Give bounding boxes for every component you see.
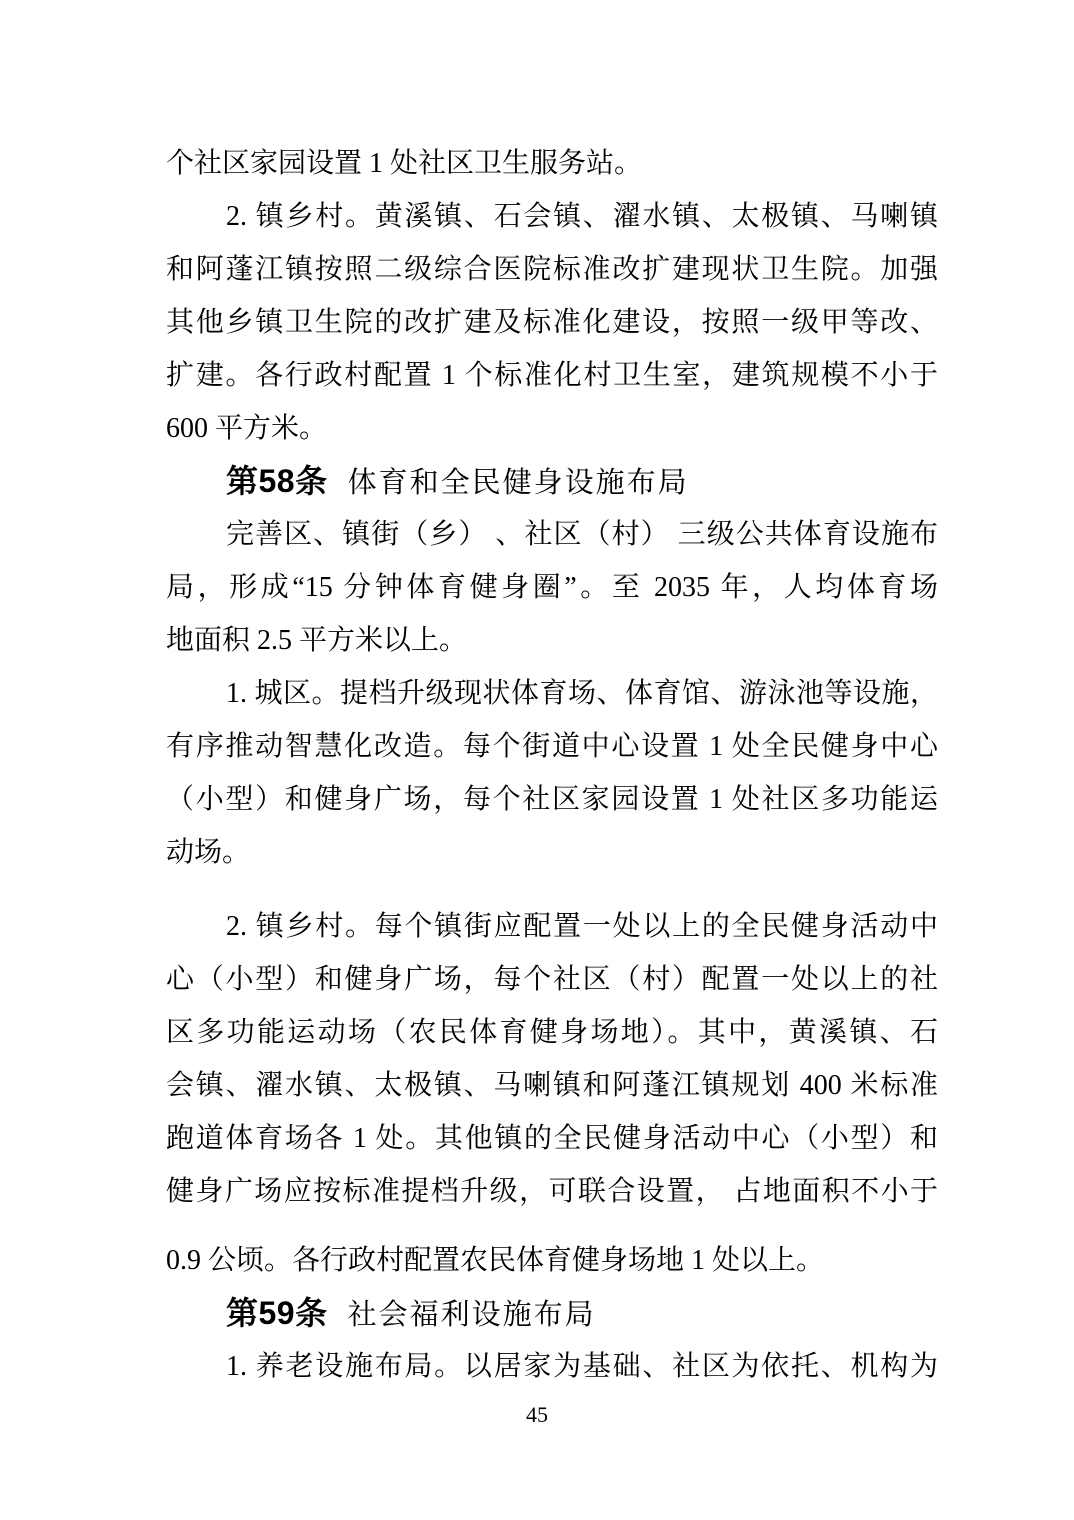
body-text-line: 和阿蓬江镇按照二级综合医院标准改扩建现状卫生院。加强 xyxy=(166,254,938,285)
body-text-line: 1. 养老设施布局。以居家为基础、社区为依托、机构为 xyxy=(226,1351,938,1382)
body-text-line: 心（小型）和健身广场，每个社区（村）配置一处以上的社 xyxy=(166,964,938,995)
body-text-line: 完善区、镇街（乡） 、社区（村） 三级公共体育设施布 xyxy=(226,519,938,550)
body-text-line: 区多功能运动场（农民体育健身场地）。其中，黄溪镇、石 xyxy=(166,1017,938,1048)
body-text-line: 扩建。各行政村配置 1 个标准化村卫生室，建筑规模不小于 xyxy=(166,360,938,391)
article-title: 社会福利设施布局 xyxy=(347,1299,596,1331)
article-heading xyxy=(166,455,938,508)
body-text-line: （小型）和健身广场，每个社区家园设置 1 处社区多功能运 xyxy=(166,784,938,815)
body-text-line: 其他乡镇卫生院的改扩建及标准化建设，按照一级甲等改、 xyxy=(166,307,938,338)
body-text-line: 个社区家园设置 1 处社区卫生服务站。 xyxy=(166,148,643,179)
body-text-line: 2. 镇乡村。黄溪镇、石会镇、濯水镇、太极镇、马喇镇 xyxy=(226,201,938,232)
body-text-line: 地面积 2.5 平方米以上。 xyxy=(166,625,468,656)
article-number: 第59条 xyxy=(226,1295,328,1331)
article-heading xyxy=(166,1287,938,1340)
body-text-line: 动场。 xyxy=(166,837,251,868)
body-text-line: 局，形成“15 分钟体育健身圈”。至 2035 年，人均体育场 xyxy=(166,572,938,603)
page-number: 45 xyxy=(526,1402,548,1427)
article-title: 体育和全民健身设施布局 xyxy=(347,467,689,499)
article-number: 第58条 xyxy=(226,463,328,499)
body-text-line: 0.9 公顷。各行政村配置农民体育健身场地 1 处以上。 xyxy=(166,1245,825,1276)
body-text-line: 1. 城区。提档升级现状体育场、体育馆、游泳池等设施， xyxy=(226,678,938,709)
body-text-line: 会镇、濯水镇、太极镇、马喇镇和阿蓬江镇规划 400 米标准 xyxy=(166,1070,938,1101)
body-text-line: 跑道体育场各 1 处。其他镇的全民健身活动中心（小型）和 xyxy=(166,1123,938,1154)
body-text-line: 600 平方米。 xyxy=(166,413,328,444)
document-content xyxy=(166,137,938,1393)
body-text-line: 有序推动智慧化改造。每个街道中心设置 1 处全民健身中心 xyxy=(166,731,938,762)
body-text-line: 2. 镇乡村。每个镇街应配置一处以上的全民健身活动中 xyxy=(226,911,938,942)
body-text-line: 健身广场应按标准提档升级，可联合设置， 占地面积不小于 xyxy=(166,1176,938,1207)
